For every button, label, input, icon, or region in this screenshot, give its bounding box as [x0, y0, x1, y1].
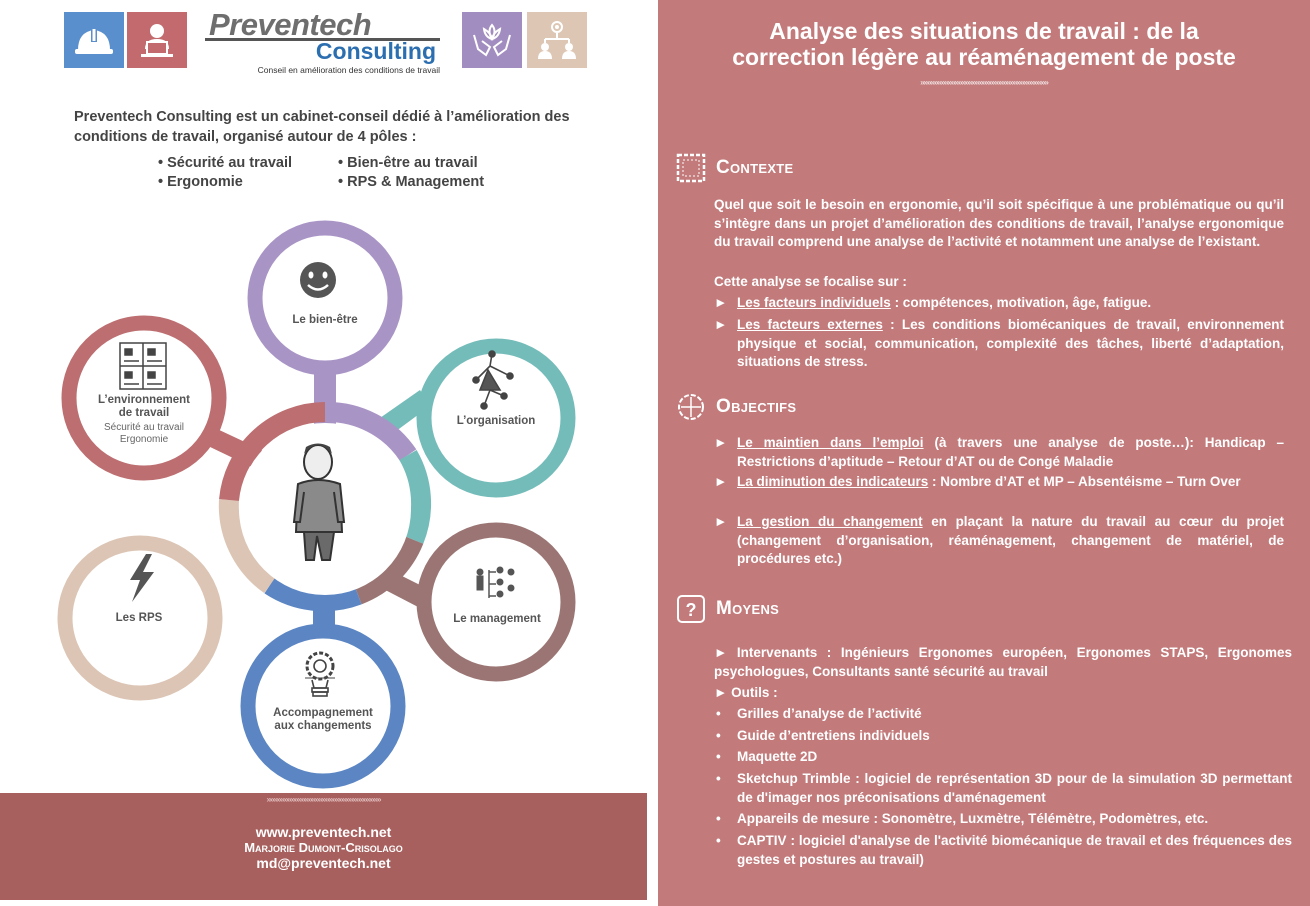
tool-text: Appareils de mesure : Sonomètre, Luxmètre, Télémètre, Podomètres, etc.: [737, 811, 1209, 826]
dot-bullet-icon: •: [716, 706, 721, 721]
logo-line1: Preventech: [209, 7, 372, 42]
node-sub-environnement-2: Ergonomie: [119, 434, 169, 445]
crosshair-icon: [676, 392, 706, 422]
poles-diagram: [0, 200, 652, 790]
tool-item: [714, 748, 1292, 767]
intro-text: Preventech Consulting est un cabinet-conseil dédié à l’amélioration des conditions de travail, organisé autour de 4 pôles :: [74, 109, 570, 145]
dot-bullet-icon: •: [716, 811, 721, 826]
node-label-organisation: L’organisation: [456, 415, 536, 427]
triangle-bullet-icon: ►: [714, 317, 728, 332]
tool-item: [714, 810, 1292, 829]
item-text: : Les conditions biomécaniques de travail, environnement physique et social, communication, complexité des tâches, liberté d’adaptation, situations de stress.: [737, 317, 1284, 369]
title-line1: Analyse des situations de travail : de la: [769, 18, 1199, 44]
diagram-svg: [0, 200, 652, 790]
tool-text: CAPTIV : logiciel d'analyse de l'activité biomécanique de travail et des fréquences des gestes et postures au travail): [737, 833, 1292, 867]
dot-bullet-icon: •: [716, 749, 721, 764]
footer-arrows: »»»»»»»»»»»»»»»»»»»»»»»»»»»»»»»»»: [266, 795, 381, 804]
page-title: [658, 18, 1310, 70]
hard-hat-icon: [64, 12, 124, 68]
title-line2: correction légère au réaménagement de poste: [732, 44, 1236, 70]
tool-text: Maquette 2D: [737, 749, 818, 764]
team-gear-icon: [527, 12, 587, 68]
dashed-frame-icon: [676, 153, 706, 183]
tool-text: Guide d’entretiens individuels: [737, 728, 930, 743]
objectifs-item: [714, 473, 1284, 492]
website-link[interactable]: www.preventech.net: [255, 824, 392, 840]
pole-item: • Ergonomie: [158, 174, 243, 190]
logo-tagline: Conseil en amélioration des conditions de travail: [257, 65, 440, 75]
node-label-management: Le management: [453, 613, 541, 625]
contact-name: Marjorie Dumont-Crisolago: [244, 840, 403, 855]
node-label-environnement-2: de travail: [118, 407, 170, 419]
node-label-rps: Les RPS: [115, 612, 163, 624]
objectifs-item: [714, 434, 1284, 471]
section-title: Objectifs: [716, 396, 797, 417]
pole-item: • Bien-être au travail: [338, 155, 478, 171]
tool-item: [714, 705, 1292, 724]
triangle-bullet-icon: ►: [714, 474, 728, 489]
contexte-focus-intro: Cette analyse se focalise sur :: [714, 274, 907, 289]
moyens-intervenants: ► Intervenants : Ingénieurs Ergonomes européen, Ergonomes STAPS, Ergonomes psychologues, Consultants santé sécurité au travail: [714, 645, 1292, 679]
triangle-bullet-icon: ►: [714, 514, 728, 529]
item-underlined: Le maintien dans l’emploi: [737, 435, 924, 450]
right-page: [658, 0, 1310, 906]
tool-text: Grilles d’analyse de l’activité: [737, 706, 922, 721]
hands-lotus-icon: [462, 12, 522, 68]
item-underlined: Les facteurs individuels: [737, 295, 891, 310]
contexte-item: [714, 316, 1284, 372]
logo-line2: Consulting: [205, 38, 440, 61]
person-laptop-icon: [127, 12, 187, 68]
item-text: : Nombre d’AT et MP – Absentéisme – Turn Over: [928, 474, 1241, 489]
section-title: Contexte: [716, 157, 794, 178]
pole-item: • RPS & Management: [338, 174, 485, 190]
dot-bullet-icon: •: [716, 728, 721, 743]
tool-text: Sketchup Trimble : logiciel de représentation 3D pour de la simulation 3D permettant de d'imager nos préconisations d'aménagement: [737, 771, 1292, 805]
moyens-outils: ► Outils :: [714, 685, 778, 700]
section-objectifs-heading: [676, 392, 796, 422]
contact-footer: [0, 793, 647, 900]
node-label-accompagnement-2: aux changements: [274, 720, 372, 732]
node-sub-environnement-1: Sécurité au travail: [103, 422, 185, 433]
email-link[interactable]: md@preventech.net: [256, 855, 391, 871]
tool-item: [714, 832, 1292, 869]
objectifs-item: [714, 513, 1284, 569]
triangle-bullet-icon: ►: [714, 295, 728, 310]
tool-item: [714, 727, 1292, 746]
left-page: [0, 0, 652, 906]
tool-item: [714, 770, 1292, 807]
node-label-accompagnement-1: Accompagnement: [273, 707, 373, 719]
company-logo: [205, 7, 440, 75]
node-ring-management: [424, 530, 568, 674]
smiley-icon: [300, 262, 336, 298]
item-text: : compétences, motivation, âge, fatigue.: [890, 295, 1152, 310]
section-title: Moyens: [716, 598, 780, 619]
node-ring-bien-etre: [255, 228, 395, 368]
svg-text:?: ?: [685, 600, 697, 620]
question-mark-icon: [676, 594, 706, 624]
item-underlined: La gestion du changement: [737, 514, 923, 529]
pole-item: • Sécurité au travail: [158, 155, 293, 171]
dot-bullet-icon: •: [716, 833, 721, 848]
node-label-bien-etre: Le bien-être: [292, 314, 358, 326]
section-moyens-heading: [676, 594, 779, 624]
item-underlined: La diminution des indicateurs: [737, 474, 929, 489]
triangle-bullet-icon: ►: [714, 435, 728, 450]
poles-list: [158, 154, 558, 192]
item-underlined: Les facteurs externes: [737, 317, 883, 332]
item-text: en plaçant la nature du travail au cœur du projet (changement d’organisation, réaménagement, changement de matériel, de procédures etc.): [737, 514, 1284, 566]
contexte-item: [714, 294, 1284, 313]
contexte-paragraph: Quel que soit le besoin en ergonomie, qu’il soit spécifique à une problématique ou qu’il s’intègre dans un projet d’amélioration des conditions de travail, l’analyse ergonomique du travail comprend une analyse de l’activité et notamment une analyse de l’existant.: [714, 197, 1284, 249]
dot-bullet-icon: •: [716, 771, 721, 786]
node-label-environnement-1: L’environnement: [97, 394, 191, 406]
section-contexte-heading: [676, 153, 794, 183]
title-arrows: »»»»»»»»»»»»»»»»»»»»»»»»»»»»»»»»»»»»»: [920, 78, 1048, 87]
item-text: (à travers une analyse de poste…): Handicap – Restrictions d’aptitude – Retour d’AT ou de Congé Maladie: [737, 435, 1284, 469]
